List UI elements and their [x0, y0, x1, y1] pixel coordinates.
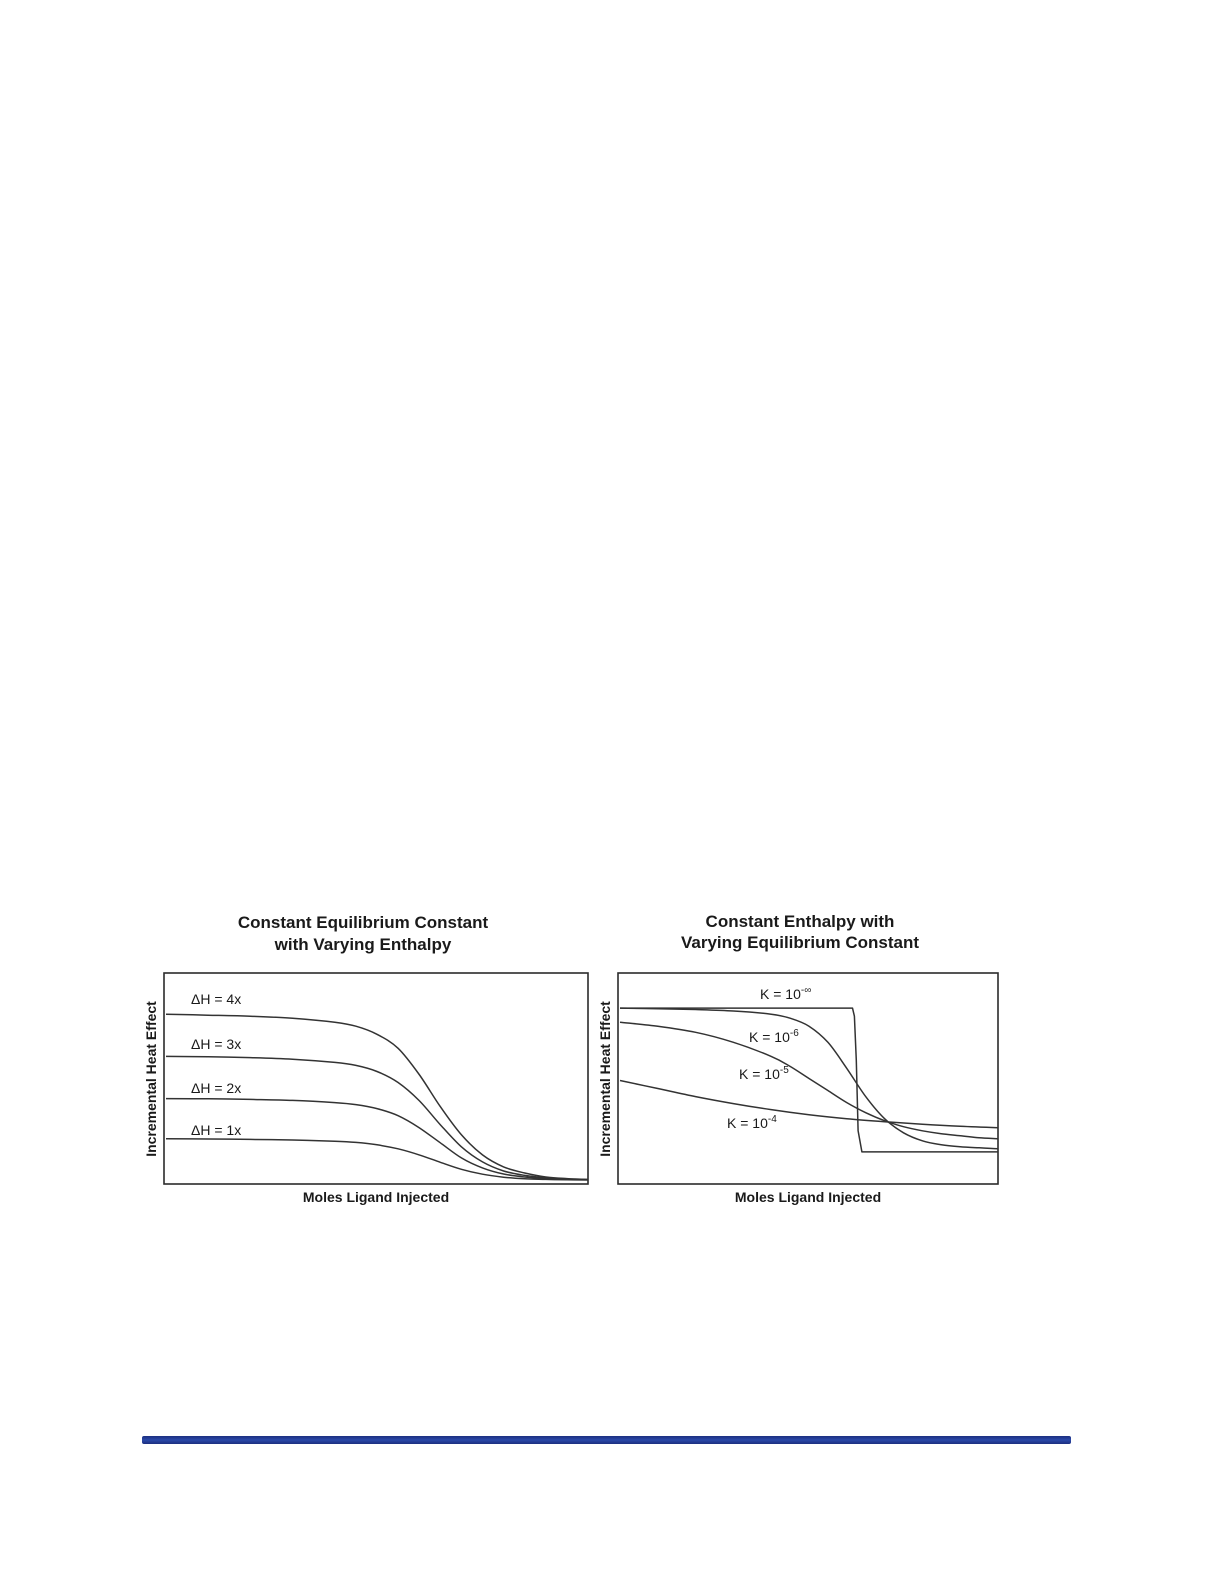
- chart-right-label-k4-base: K = 10: [727, 1115, 768, 1131]
- chart-right-label-k5: [739, 1065, 789, 1082]
- chart-left-y-axis-label: Incremental Heat Effect: [143, 1001, 159, 1157]
- chart-right: [597, 912, 998, 1205]
- chart-left-series-dh1: [166, 1139, 588, 1180]
- chart-right-x-axis-label: Moles Ligand Injected: [734, 1189, 882, 1205]
- footer-rule: [142, 1436, 1071, 1444]
- chart-right-label-kinf-base: K = 10: [760, 986, 801, 1002]
- chart-left-label-dh3: ΔH = 3x: [191, 1036, 242, 1052]
- chart-right-label-k4-exp: -4: [767, 1114, 777, 1125]
- chart-right-title-line1: Constant Enthalpy with: [705, 912, 895, 931]
- chart-left: [143, 913, 588, 1205]
- chart-right-title-line2: Varying Equilibrium Constant: [680, 933, 920, 952]
- chart-left-x-axis-label: Moles Ligand Injected: [302, 1189, 450, 1205]
- chart-left-label-dh2: ΔH = 2x: [191, 1080, 242, 1096]
- chart-right-label-kinf: [760, 985, 811, 1002]
- chart-right-label-k5-base: K = 10: [739, 1066, 780, 1082]
- chart-right-label-k6-base: K = 10: [749, 1029, 790, 1045]
- chart-left-series-dh3: [166, 1056, 588, 1179]
- chart-right-label-kinf-exp: -∞: [800, 985, 812, 996]
- chart-right-series-k5: [620, 1022, 998, 1139]
- chart-right-series-k4: [620, 1081, 998, 1128]
- chart-left-label-dh1: ΔH = 1x: [191, 1122, 242, 1138]
- chart-right-label-k5-exp: -5: [779, 1065, 789, 1076]
- chart-left-label-dh4: ΔH = 4x: [191, 991, 242, 1007]
- chart-right-y-axis-label: Incremental Heat Effect: [597, 1001, 613, 1157]
- chart-left-title-line2: with Varying Enthalpy: [274, 935, 452, 954]
- chart-right-label-k4: [727, 1114, 777, 1131]
- chart-right-label-k6: [749, 1028, 799, 1045]
- chart-left-title-line1: Constant Equilibrium Constant: [237, 913, 489, 932]
- chart-right-label-k6-exp: -6: [789, 1028, 799, 1039]
